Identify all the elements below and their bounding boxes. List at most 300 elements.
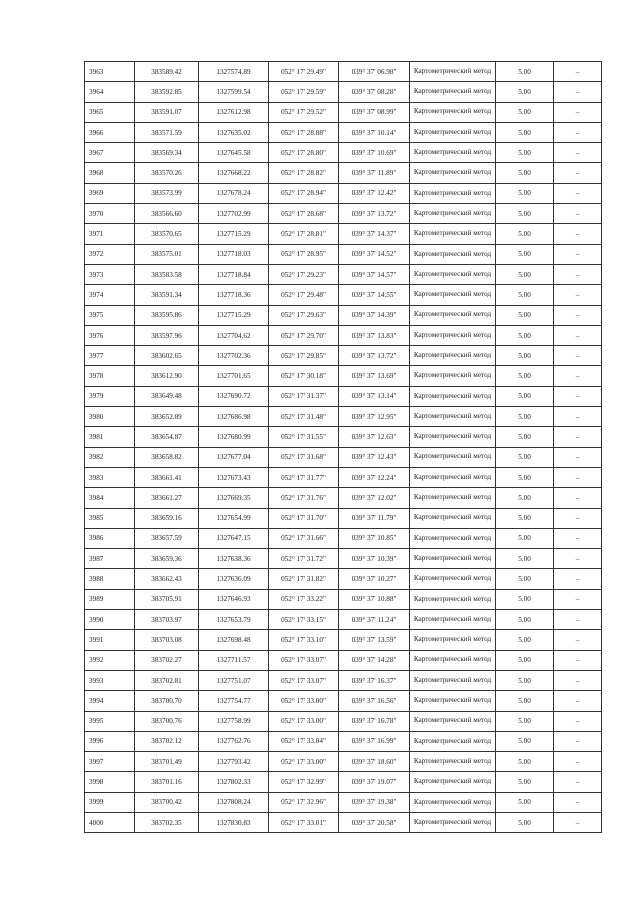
- accuracy-cell: 5.00: [496, 650, 554, 670]
- longitude-cell: 039° 37' 16.99": [339, 731, 410, 751]
- latitude-cell: 052° 17' 28.94": [269, 183, 339, 203]
- x-coordinate-cell: 383700.42: [135, 792, 199, 812]
- point-number-cell: 3965: [85, 102, 135, 122]
- y-coordinate-cell: 1327698.48: [199, 630, 269, 650]
- longitude-cell: 039° 37' 10.88": [339, 589, 410, 609]
- latitude-cell: 052° 17' 29.23": [269, 264, 339, 284]
- y-coordinate-cell: 1327677.04: [199, 447, 269, 467]
- method-cell: Картометрический метод: [410, 508, 496, 528]
- method-cell: Картометрический метод: [410, 630, 496, 650]
- x-coordinate-cell: 383700.76: [135, 711, 199, 731]
- point-number-cell: 3992: [85, 650, 135, 670]
- method-cell: Картометрический метод: [410, 163, 496, 183]
- description-cell: –: [554, 82, 602, 102]
- accuracy-cell: 5.00: [496, 407, 554, 427]
- x-coordinate-cell: 383657.59: [135, 528, 199, 548]
- x-coordinate-cell: 383705.91: [135, 589, 199, 609]
- table-row: [85, 346, 602, 366]
- longitude-cell: 039° 37' 08.28": [339, 82, 410, 102]
- y-coordinate-cell: 1327718.03: [199, 244, 269, 264]
- description-cell: –: [554, 305, 602, 325]
- accuracy-cell: 5.00: [496, 752, 554, 772]
- table-row: [85, 224, 602, 244]
- y-coordinate-cell: 1327702.99: [199, 204, 269, 224]
- latitude-cell: 052° 17' 31.66": [269, 528, 339, 548]
- point-number-cell: 3976: [85, 325, 135, 345]
- y-coordinate-cell: 1327574.89: [199, 62, 269, 82]
- y-coordinate-cell: 1327718.84: [199, 264, 269, 284]
- longitude-cell: 039° 37' 10.14": [339, 122, 410, 142]
- description-cell: –: [554, 407, 602, 427]
- accuracy-cell: 5.00: [496, 508, 554, 528]
- point-number-cell: 3977: [85, 346, 135, 366]
- accuracy-cell: 5.00: [496, 244, 554, 264]
- y-coordinate-cell: 1327802.33: [199, 772, 269, 792]
- method-cell: Картометрический метод: [410, 102, 496, 122]
- x-coordinate-cell: 383612.90: [135, 366, 199, 386]
- method-cell: Картометрический метод: [410, 285, 496, 305]
- description-cell: –: [554, 143, 602, 163]
- description-cell: –: [554, 731, 602, 751]
- y-coordinate-cell: 1327599.54: [199, 82, 269, 102]
- longitude-cell: 039° 37' 14.57": [339, 264, 410, 284]
- table-row: [85, 467, 602, 487]
- latitude-cell: 052° 17' 28.82": [269, 163, 339, 183]
- x-coordinate-cell: 383566.60: [135, 204, 199, 224]
- method-cell: Картометрический метод: [410, 711, 496, 731]
- point-number-cell: 3984: [85, 488, 135, 508]
- x-coordinate-cell: 383591.07: [135, 102, 199, 122]
- description-cell: –: [554, 630, 602, 650]
- latitude-cell: 052° 17' 31.55": [269, 427, 339, 447]
- y-coordinate-cell: 1327718.36: [199, 285, 269, 305]
- longitude-cell: 039° 37' 16.37": [339, 670, 410, 690]
- longitude-cell: 039° 37' 12.42": [339, 183, 410, 203]
- latitude-cell: 052° 17' 33.07": [269, 650, 339, 670]
- accuracy-cell: 5.00: [496, 224, 554, 244]
- table-row: [85, 589, 602, 609]
- point-number-cell: 3978: [85, 366, 135, 386]
- latitude-cell: 052° 17' 29.49": [269, 62, 339, 82]
- accuracy-cell: 5.00: [496, 102, 554, 122]
- latitude-cell: 052° 17' 28.95": [269, 244, 339, 264]
- latitude-cell: 052° 17' 29.63": [269, 305, 339, 325]
- point-number-cell: 3967: [85, 143, 135, 163]
- description-cell: –: [554, 346, 602, 366]
- longitude-cell: 039° 37' 10.85": [339, 528, 410, 548]
- y-coordinate-cell: 1327680.99: [199, 427, 269, 447]
- description-cell: –: [554, 772, 602, 792]
- y-coordinate-cell: 1327808.24: [199, 792, 269, 812]
- coordinates-table: [84, 61, 602, 833]
- y-coordinate-cell: 1327653.79: [199, 610, 269, 630]
- latitude-cell: 052° 17' 31.77": [269, 467, 339, 487]
- table-row: [85, 62, 602, 82]
- y-coordinate-cell: 1327754.77: [199, 691, 269, 711]
- table-row: [85, 285, 602, 305]
- method-cell: Картометрический метод: [410, 610, 496, 630]
- description-cell: –: [554, 447, 602, 467]
- description-cell: –: [554, 569, 602, 589]
- latitude-cell: 052° 17' 29.48": [269, 285, 339, 305]
- accuracy-cell: 5.00: [496, 386, 554, 406]
- point-number-cell: 3971: [85, 224, 135, 244]
- longitude-cell: 039° 37' 13.72": [339, 204, 410, 224]
- x-coordinate-cell: 383703.08: [135, 630, 199, 650]
- table-row: [85, 82, 602, 102]
- latitude-cell: 052° 17' 30.18": [269, 366, 339, 386]
- longitude-cell: 039° 37' 08.99": [339, 102, 410, 122]
- accuracy-cell: 5.00: [496, 163, 554, 183]
- point-number-cell: 3986: [85, 528, 135, 548]
- point-number-cell: 3979: [85, 386, 135, 406]
- table-row: [85, 630, 602, 650]
- table-row: [85, 812, 602, 832]
- method-cell: Картометрический метод: [410, 752, 496, 772]
- y-coordinate-cell: 1327793.42: [199, 752, 269, 772]
- latitude-cell: 052° 17' 31.48": [269, 407, 339, 427]
- method-cell: Картометрический метод: [410, 549, 496, 569]
- longitude-cell: 039° 37' 14.37": [339, 224, 410, 244]
- longitude-cell: 039° 37' 13.69": [339, 366, 410, 386]
- description-cell: –: [554, 650, 602, 670]
- x-coordinate-cell: 383659.16: [135, 508, 199, 528]
- longitude-cell: 039° 37' 14.55": [339, 285, 410, 305]
- point-number-cell: 3998: [85, 772, 135, 792]
- method-cell: Картометрический метод: [410, 691, 496, 711]
- point-number-cell: 3970: [85, 204, 135, 224]
- table-row: [85, 711, 602, 731]
- accuracy-cell: 5.00: [496, 488, 554, 508]
- description-cell: –: [554, 204, 602, 224]
- accuracy-cell: 5.00: [496, 467, 554, 487]
- method-cell: Картометрический метод: [410, 204, 496, 224]
- description-cell: –: [554, 224, 602, 244]
- method-cell: Картометрический метод: [410, 447, 496, 467]
- point-number-cell: 3969: [85, 183, 135, 203]
- accuracy-cell: 5.00: [496, 549, 554, 569]
- accuracy-cell: 5.00: [496, 691, 554, 711]
- table-row: [85, 650, 602, 670]
- accuracy-cell: 5.00: [496, 264, 554, 284]
- description-cell: –: [554, 62, 602, 82]
- table-row: [85, 102, 602, 122]
- description-cell: –: [554, 102, 602, 122]
- y-coordinate-cell: 1327704.62: [199, 325, 269, 345]
- method-cell: Картометрический метод: [410, 346, 496, 366]
- latitude-cell: 052° 17' 31.68": [269, 447, 339, 467]
- table-body: [85, 62, 602, 833]
- longitude-cell: 039° 37' 12.02": [339, 488, 410, 508]
- latitude-cell: 052° 17' 31.76": [269, 488, 339, 508]
- description-cell: –: [554, 528, 602, 548]
- description-cell: –: [554, 244, 602, 264]
- point-number-cell: 3975: [85, 305, 135, 325]
- latitude-cell: 052° 17' 31.82": [269, 569, 339, 589]
- method-cell: Картометрический метод: [410, 407, 496, 427]
- latitude-cell: 052° 17' 33.00": [269, 691, 339, 711]
- point-number-cell: 3968: [85, 163, 135, 183]
- x-coordinate-cell: 383703.97: [135, 610, 199, 630]
- x-coordinate-cell: 383570.26: [135, 163, 199, 183]
- accuracy-cell: 5.00: [496, 589, 554, 609]
- latitude-cell: 052° 17' 29.85": [269, 346, 339, 366]
- table-row: [85, 163, 602, 183]
- longitude-cell: 039° 37' 11.24": [339, 610, 410, 630]
- latitude-cell: 052° 17' 28.81": [269, 224, 339, 244]
- longitude-cell: 039° 37' 13.14": [339, 386, 410, 406]
- method-cell: Картометрический метод: [410, 386, 496, 406]
- y-coordinate-cell: 1327701.65: [199, 366, 269, 386]
- x-coordinate-cell: 383592.85: [135, 82, 199, 102]
- latitude-cell: 052° 17' 28.80": [269, 143, 339, 163]
- method-cell: Картометрический метод: [410, 589, 496, 609]
- latitude-cell: 052° 17' 33.04": [269, 731, 339, 751]
- accuracy-cell: 5.00: [496, 731, 554, 751]
- method-cell: Картометрический метод: [410, 366, 496, 386]
- accuracy-cell: 5.00: [496, 82, 554, 102]
- latitude-cell: 052° 17' 33.01": [269, 812, 339, 832]
- x-coordinate-cell: 383591.34: [135, 285, 199, 305]
- table-row: [85, 691, 602, 711]
- table-row: [85, 528, 602, 548]
- accuracy-cell: 5.00: [496, 122, 554, 142]
- x-coordinate-cell: 383652.89: [135, 407, 199, 427]
- y-coordinate-cell: 1327702.36: [199, 346, 269, 366]
- accuracy-cell: 5.00: [496, 569, 554, 589]
- x-coordinate-cell: 383702.27: [135, 650, 199, 670]
- table-row: [85, 772, 602, 792]
- method-cell: Картометрический метод: [410, 467, 496, 487]
- description-cell: –: [554, 792, 602, 812]
- description-cell: –: [554, 386, 602, 406]
- point-number-cell: 3997: [85, 752, 135, 772]
- longitude-cell: 039° 37' 11.89": [339, 163, 410, 183]
- table-row: [85, 792, 602, 812]
- accuracy-cell: 5.00: [496, 325, 554, 345]
- accuracy-cell: 5.00: [496, 366, 554, 386]
- latitude-cell: 052° 17' 31.72": [269, 549, 339, 569]
- latitude-cell: 052° 17' 29.70": [269, 325, 339, 345]
- description-cell: –: [554, 325, 602, 345]
- description-cell: –: [554, 711, 602, 731]
- y-coordinate-cell: 1327647.15: [199, 528, 269, 548]
- x-coordinate-cell: 383589.42: [135, 62, 199, 82]
- description-cell: –: [554, 467, 602, 487]
- point-number-cell: 3980: [85, 407, 135, 427]
- point-number-cell: 3999: [85, 792, 135, 812]
- y-coordinate-cell: 1327711.57: [199, 650, 269, 670]
- y-coordinate-cell: 1327612.98: [199, 102, 269, 122]
- method-cell: Картометрический метод: [410, 82, 496, 102]
- table-row: [85, 244, 602, 264]
- x-coordinate-cell: 383700.70: [135, 691, 199, 711]
- description-cell: –: [554, 427, 602, 447]
- accuracy-cell: 5.00: [496, 143, 554, 163]
- y-coordinate-cell: 1327715.29: [199, 305, 269, 325]
- accuracy-cell: 5.00: [496, 711, 554, 731]
- accuracy-cell: 5.00: [496, 670, 554, 690]
- latitude-cell: 052° 17' 32.99": [269, 772, 339, 792]
- table-row: [85, 204, 602, 224]
- longitude-cell: 039° 37' 12.63": [339, 427, 410, 447]
- latitude-cell: 052° 17' 32.96": [269, 792, 339, 812]
- description-cell: –: [554, 183, 602, 203]
- x-coordinate-cell: 383702.35: [135, 812, 199, 832]
- method-cell: Картометрический метод: [410, 650, 496, 670]
- table-row: [85, 427, 602, 447]
- point-number-cell: 4000: [85, 812, 135, 832]
- longitude-cell: 039° 37' 13.59": [339, 630, 410, 650]
- x-coordinate-cell: 383702.12: [135, 731, 199, 751]
- method-cell: Картометрический метод: [410, 528, 496, 548]
- point-number-cell: 3963: [85, 62, 135, 82]
- accuracy-cell: 5.00: [496, 183, 554, 203]
- x-coordinate-cell: 383701.16: [135, 772, 199, 792]
- point-number-cell: 3990: [85, 610, 135, 630]
- point-number-cell: 3991: [85, 630, 135, 650]
- description-cell: –: [554, 264, 602, 284]
- longitude-cell: 039° 37' 10.39": [339, 549, 410, 569]
- method-cell: Картометрический метод: [410, 772, 496, 792]
- table-row: [85, 325, 602, 345]
- x-coordinate-cell: 383701.49: [135, 752, 199, 772]
- accuracy-cell: 5.00: [496, 204, 554, 224]
- x-coordinate-cell: 383662.43: [135, 569, 199, 589]
- description-cell: –: [554, 488, 602, 508]
- point-number-cell: 3988: [85, 569, 135, 589]
- accuracy-cell: 5.00: [496, 772, 554, 792]
- method-cell: Картометрический метод: [410, 427, 496, 447]
- longitude-cell: 039° 37' 16.78": [339, 711, 410, 731]
- point-number-cell: 3972: [85, 244, 135, 264]
- table-row: [85, 549, 602, 569]
- x-coordinate-cell: 383597.96: [135, 325, 199, 345]
- point-number-cell: 3995: [85, 711, 135, 731]
- description-cell: –: [554, 163, 602, 183]
- longitude-cell: 039° 37' 13.72": [339, 346, 410, 366]
- latitude-cell: 052° 17' 33.15": [269, 610, 339, 630]
- x-coordinate-cell: 383659.36: [135, 549, 199, 569]
- method-cell: Картометрический метод: [410, 670, 496, 690]
- x-coordinate-cell: 383595.86: [135, 305, 199, 325]
- x-coordinate-cell: 383661.27: [135, 488, 199, 508]
- latitude-cell: 052° 17' 31.70": [269, 508, 339, 528]
- method-cell: Картометрический метод: [410, 731, 496, 751]
- y-coordinate-cell: 1327762.76: [199, 731, 269, 751]
- point-number-cell: 3982: [85, 447, 135, 467]
- method-cell: Картометрический метод: [410, 122, 496, 142]
- point-number-cell: 3993: [85, 670, 135, 690]
- description-cell: –: [554, 589, 602, 609]
- point-number-cell: 3981: [85, 427, 135, 447]
- point-number-cell: 3983: [85, 467, 135, 487]
- method-cell: Картометрический метод: [410, 143, 496, 163]
- point-number-cell: 3964: [85, 82, 135, 102]
- y-coordinate-cell: 1327636.09: [199, 569, 269, 589]
- y-coordinate-cell: 1327715.29: [199, 224, 269, 244]
- table-row: [85, 569, 602, 589]
- table-row: [85, 670, 602, 690]
- y-coordinate-cell: 1327638.36: [199, 549, 269, 569]
- accuracy-cell: 5.00: [496, 305, 554, 325]
- x-coordinate-cell: 383658.82: [135, 447, 199, 467]
- x-coordinate-cell: 383649.48: [135, 386, 199, 406]
- x-coordinate-cell: 383661.41: [135, 467, 199, 487]
- description-cell: –: [554, 366, 602, 386]
- accuracy-cell: 5.00: [496, 447, 554, 467]
- accuracy-cell: 5.00: [496, 812, 554, 832]
- method-cell: Картометрический метод: [410, 488, 496, 508]
- point-number-cell: 3966: [85, 122, 135, 142]
- y-coordinate-cell: 1327673.43: [199, 467, 269, 487]
- x-coordinate-cell: 383569.34: [135, 143, 199, 163]
- longitude-cell: 039° 37' 14.28": [339, 650, 410, 670]
- longitude-cell: 039° 37' 06.98": [339, 62, 410, 82]
- point-number-cell: 3985: [85, 508, 135, 528]
- accuracy-cell: 5.00: [496, 346, 554, 366]
- longitude-cell: 039° 37' 18.60": [339, 752, 410, 772]
- description-cell: –: [554, 812, 602, 832]
- longitude-cell: 039° 37' 19.38": [339, 792, 410, 812]
- longitude-cell: 039° 37' 12.43": [339, 447, 410, 467]
- method-cell: Картометрический метод: [410, 183, 496, 203]
- description-cell: –: [554, 122, 602, 142]
- y-coordinate-cell: 1327758.99: [199, 711, 269, 731]
- point-number-cell: 3989: [85, 589, 135, 609]
- description-cell: –: [554, 610, 602, 630]
- table-row: [85, 407, 602, 427]
- x-coordinate-cell: 383602.65: [135, 346, 199, 366]
- x-coordinate-cell: 383702.81: [135, 670, 199, 690]
- method-cell: Картометрический метод: [410, 224, 496, 244]
- y-coordinate-cell: 1327654.99: [199, 508, 269, 528]
- accuracy-cell: 5.00: [496, 285, 554, 305]
- table-row: [85, 264, 602, 284]
- longitude-cell: 039° 37' 20.58": [339, 812, 410, 832]
- latitude-cell: 052° 17' 33.07": [269, 670, 339, 690]
- accuracy-cell: 5.00: [496, 62, 554, 82]
- method-cell: Картометрический метод: [410, 325, 496, 345]
- longitude-cell: 039° 37' 10.69": [339, 143, 410, 163]
- y-coordinate-cell: 1327678.24: [199, 183, 269, 203]
- table-row: [85, 386, 602, 406]
- table-row: [85, 447, 602, 467]
- accuracy-cell: 5.00: [496, 427, 554, 447]
- longitude-cell: 039° 37' 12.24": [339, 467, 410, 487]
- longitude-cell: 039° 37' 10.27": [339, 569, 410, 589]
- y-coordinate-cell: 1327686.98: [199, 407, 269, 427]
- y-coordinate-cell: 1327690.72: [199, 386, 269, 406]
- latitude-cell: 052° 17' 33.22": [269, 589, 339, 609]
- x-coordinate-cell: 383583.58: [135, 264, 199, 284]
- accuracy-cell: 5.00: [496, 792, 554, 812]
- point-number-cell: 3974: [85, 285, 135, 305]
- description-cell: –: [554, 752, 602, 772]
- latitude-cell: 052° 17' 28.68": [269, 204, 339, 224]
- y-coordinate-cell: 1327751.07: [199, 670, 269, 690]
- method-cell: Картометрический метод: [410, 812, 496, 832]
- y-coordinate-cell: 1327830.83: [199, 812, 269, 832]
- longitude-cell: 039° 37' 14.52": [339, 244, 410, 264]
- table-row: [85, 305, 602, 325]
- latitude-cell: 052° 17' 33.00": [269, 752, 339, 772]
- method-cell: Картометрический метод: [410, 305, 496, 325]
- point-number-cell: 3973: [85, 264, 135, 284]
- description-cell: –: [554, 508, 602, 528]
- accuracy-cell: 5.00: [496, 630, 554, 650]
- y-coordinate-cell: 1327635.02: [199, 122, 269, 142]
